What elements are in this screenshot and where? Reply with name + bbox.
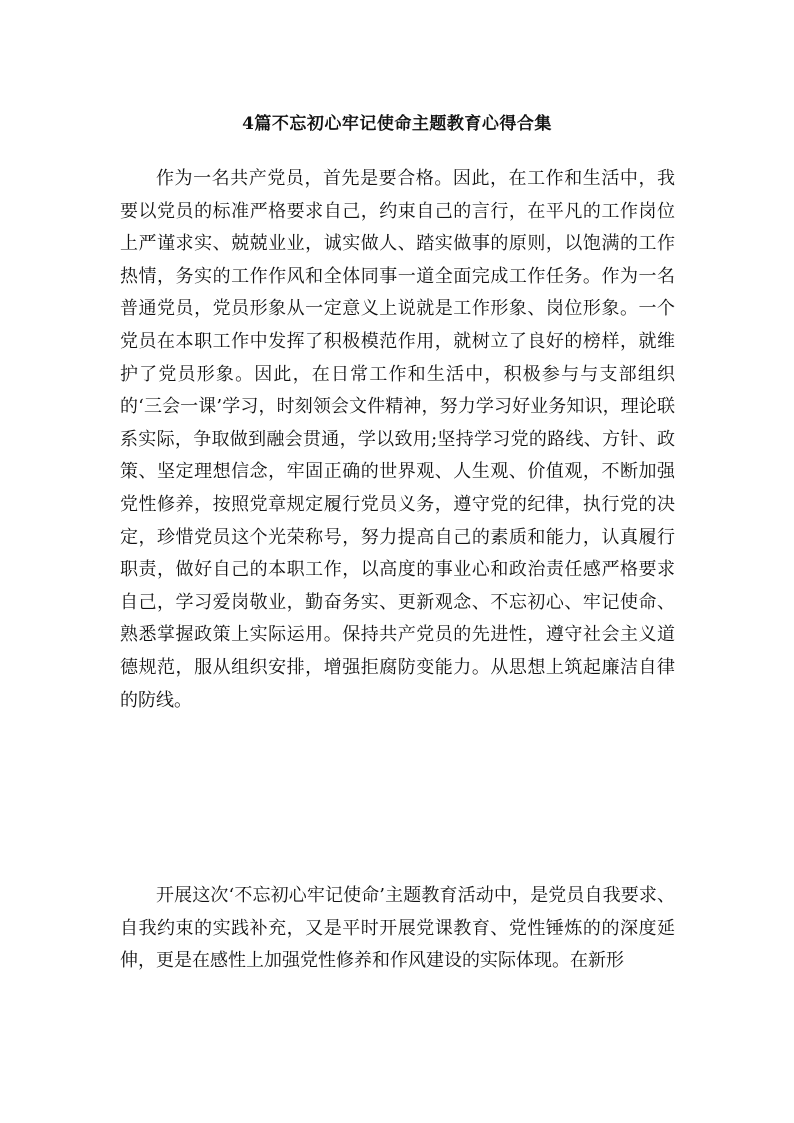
body-paragraph-2: 开展这次‘不忘初心牢记使命’主题教育活动中，是党员自我要求、自我约束的实践补充，又是平时开展党课教育、党性锤炼的的深度延伸，更是在感性上加强党性修养和作风建设的实际体现。在新形 xyxy=(120,885,675,972)
document-title: 4篇不忘初心牢记使命主题教育心得合集 xyxy=(242,114,552,134)
body-paragraph-1: 作为一名共产党员，首先是要合格。因此，在工作和生活中，我要以党员的标准严格要求自己，约束自己的言行，在平凡的工作岗位上严谨求实、兢兢业业，诚实做人、踏实做事的原则，以饱满的工作热情，务实的工作作风和全体同事一道全面完成工作任务。作为一名普通党员，党员形象从一定意义上说就是工作形象、岗位形象。一个党员在本职工作中发挥了积极模范作用，就树立了良好的榜样，就维护了党员形象。因此，在日常工作和生活中，积极参与与支部组织的‘三会一课’学习，时刻领会文件精神，努力学习好业务知识，理论联系实际，争取做到融会贯通，学以致用;坚持学习党的路线、方针、政策、坚定理想信念，牢固正确的世界观、人生观、价值观，不断加强党性修养，按照党章规定履行党员义务，遵守党的纪律，执行党的决定，珍惜党员这个光荣称号，努力提高自己的素质和能力，认真履行职责，做好自己的本职工作，以高度的事业心和政治责任感严格要求自己，学习爱岗敬业，勤奋务实、更新观念、不忘初心、牢记使命、熟悉掌握政策上实际运用。保持共产党员的先进性，遵守社会主义道德规范，服从组织安排，增强拒腐防变能力。从思想上筑起廉洁自律的防线。 xyxy=(120,168,675,711)
